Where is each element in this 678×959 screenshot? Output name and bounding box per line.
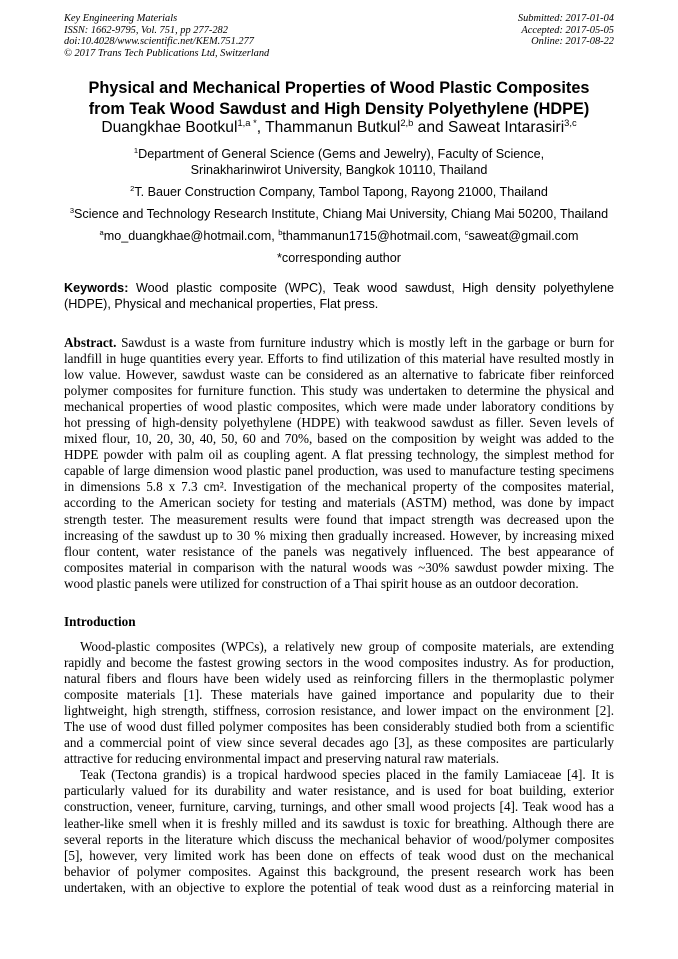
- line-text: composites material in comparison with the natural woods was ~30% sawdust powder mixing. The: [64, 559, 614, 575]
- email-sup: c: [464, 227, 469, 237]
- keywords-label: Keywords:: [64, 281, 129, 295]
- text-line: [64, 576, 614, 592]
- line-text: leather-like smell when it is freshly milled and its sawdust is toxic for breathing. Although there are: [64, 815, 614, 831]
- abstract-label: Abstract.: [64, 335, 117, 350]
- line-text: particularly valued for its durability and water resistance, and is used for boat building, exterior: [64, 783, 614, 799]
- copyright: © 2017 Trans Tech Publications Ltd, Switzerland: [64, 47, 270, 59]
- line-text: strength tester. The measurement results were found that impact strength was decreased upon the: [64, 511, 614, 527]
- text-line: [64, 703, 614, 719]
- text-line: [64, 848, 614, 864]
- line-text: behavior of polymer composites. Against this background, the present research work has been: [64, 863, 614, 879]
- line-text: composite materials [1]. These materials have gained importance and popularity due to their: [64, 687, 614, 703]
- email-sup: a: [99, 227, 104, 237]
- line-text: rapidly and become the fastest growing sectors in the wood composites industry. As for production,: [64, 655, 614, 671]
- line-text: lightweight, high strength, stiffness, corrosion resistance, and lower impact on the environment [2].: [64, 703, 614, 719]
- aff-text: Science and Technology Research Institute, Chiang Mai University, Chiang Mai 50200, Thailand: [74, 207, 609, 221]
- text-line: [64, 351, 614, 367]
- author-name: Thammanun Butkul: [265, 119, 401, 136]
- text-line: [64, 415, 614, 431]
- line-text: mechanical properties of wood plastic composites, which were made under laboratory conditions by: [64, 399, 614, 415]
- text-line: [64, 639, 614, 655]
- text-line: [64, 447, 614, 463]
- online-date: Online: 2017-08-22: [531, 36, 614, 48]
- text-line: [64, 367, 614, 383]
- text-line: [64, 783, 614, 799]
- email: mo_duangkhae@hotmail.com,: [103, 229, 279, 243]
- title-line: from Teak Wood Sawdust and High Density Polyethylene (HDPE): [88, 100, 590, 118]
- keywords-text: Wood plastic composite (WPC), Teak wood sawdust, High density polyethylene (HDPE), Physical and mechanical properties, Flat press.: [64, 281, 614, 311]
- aff-sup: 1: [133, 145, 139, 155]
- paper-title: [0, 78, 678, 120]
- text-line: [64, 864, 614, 880]
- author-sep: ,: [256, 119, 266, 136]
- author-list: [0, 119, 678, 137]
- text-line: [64, 687, 614, 703]
- text-line: [64, 655, 614, 671]
- text-line: [64, 880, 614, 896]
- aff-text: Srinakharinwirot University, Bangkok 10110, Thailand: [190, 163, 488, 177]
- aff-sup: 3: [69, 205, 75, 215]
- email-list: [0, 228, 678, 244]
- introduction-heading: Introduction: [64, 614, 136, 629]
- title-line: Physical and Mechanical Properties of Wood Plastic Composites: [88, 79, 590, 97]
- line-text: in dimensions 5.8 x 7.3 cm². Investigation of the mechanical property of the composites material,: [64, 479, 614, 495]
- text-line: [64, 832, 614, 848]
- publication-dates: [518, 13, 614, 48]
- line-text: hot pressing of high-density polyethylene (HDPE) with teakwood sawdust as filler. Seven levels of: [64, 415, 614, 431]
- affiliation-3: [0, 206, 678, 222]
- issn-volume: ISSN: 1662-9795, Vol. 751, pp 277-282: [64, 24, 228, 36]
- line-text: and a commercial point of view since several decades ago [3], as these composites are particularly: [64, 735, 614, 751]
- text-line: [64, 799, 614, 815]
- author-name: Duangkhae Bootkul: [101, 119, 238, 136]
- line-text: mixed flour, 10, 20, 30, 40, 50, 60 and 70%, based on the composition by weight was added to the: [64, 431, 614, 447]
- introduction-body: [64, 639, 614, 896]
- text-line: [64, 671, 614, 687]
- author-sup: 1,a *: [237, 117, 257, 128]
- line-text: natural fibers and flours have been widely used as reinforcing fillers in the thermoplastic polymer: [64, 671, 614, 687]
- line-text: undertaken, with an objective to explore the potential of teak wood dust as a reinforcing material in: [64, 879, 614, 895]
- text-line: [64, 735, 614, 751]
- line-text: polymer composites for furniture function. This study was undertaken to determine the physical and: [64, 383, 614, 399]
- author-sup: 3,c: [564, 117, 577, 128]
- text-line: [64, 463, 614, 479]
- keywords: [64, 280, 614, 312]
- text-line: [64, 479, 614, 495]
- text-line: [64, 399, 614, 415]
- text-line: [64, 560, 614, 576]
- text-line: [64, 544, 614, 560]
- affiliation-2: [0, 184, 678, 200]
- journal-info: [64, 13, 269, 59]
- line-text: flour content, water resistance of the panels was negatively influenced. The best appearance of: [64, 543, 614, 559]
- line-text: low value. However, sawdust waste can be considered as an alternative to fabricate fiber reinforced: [64, 367, 614, 383]
- text-line: [64, 512, 614, 528]
- email-sup: b: [278, 227, 283, 237]
- email: thammanun1715@hotmail.com,: [282, 229, 465, 243]
- submitted-date: Submitted: 2017-01-04: [517, 13, 614, 24]
- line-text: landfill in huge quantities every year. Efforts to find utilization of this material have resulted mostly in: [64, 351, 614, 367]
- affiliation-1: [0, 146, 678, 178]
- text-line: [64, 719, 614, 735]
- text-line: [64, 495, 614, 511]
- line-text: increasing of the sawdust up to 30 % mixing then gradually increased. However, by increasing mixed: [64, 527, 614, 543]
- text-line: [64, 335, 614, 351]
- aff-sup: 2: [130, 183, 135, 193]
- abstract: [64, 335, 614, 592]
- line-text: The use of wood dust filled polymer composites has been considerably studied both from a scientific: [64, 719, 614, 735]
- aff-text: Department of General Science (Gems and Jewelry), Faculty of Science,: [138, 147, 545, 161]
- line-text: several reports in the literature which discuss the mechanical behavior of wood/polymer composites: [64, 831, 614, 847]
- line-text: Sawdust is a waste from furniture industry which is mostly left in the garbage or burn for: [116, 335, 614, 350]
- corresponding-author-note: *corresponding author: [277, 251, 401, 265]
- text-line: [64, 383, 614, 399]
- text-line: [64, 528, 614, 544]
- line-text: according to the American society for testing and materials (ASTM) method, was done by impact: [64, 495, 614, 511]
- line-text: Teak (Tectona grandis) is a tropical hardwood species placed in the family Lamiaceae [4]. It is: [80, 767, 614, 783]
- doi: doi:10.4028/www.scientific.net/KEM.751.277: [64, 36, 254, 48]
- line-text: capable of large dimension wood plastic panel production, was used to manufacture testing specimens: [64, 463, 614, 479]
- text-line: [64, 816, 614, 832]
- line-text: [5], however, very limited work has been done on effects of teak wood dust on the mechanical: [64, 847, 614, 863]
- text-line: [64, 431, 614, 447]
- author-sup: 2,b: [400, 117, 414, 128]
- text-line: [64, 767, 614, 783]
- journal-name: Key Engineering Materials: [64, 13, 178, 24]
- line-text: construction, veneer, furniture, carving, turnings, and other small wood projects [4]. Teak wood has a: [64, 799, 614, 815]
- author-sep: and: [413, 119, 449, 136]
- accepted-date: Accepted: 2017-05-05: [521, 24, 614, 36]
- line-text: HDPE powder with palm oil as coupling agent. A flat pressing technology, the simplest method for: [64, 447, 614, 463]
- author-name: Saweat Intarasiri: [448, 119, 565, 136]
- text-line: [64, 751, 614, 767]
- line-text: Wood-plastic composites (WPCs), a relatively new group of composite materials, are extending: [80, 639, 614, 654]
- line-text: wood plastic panels were utilized for construction of a Thai spirit house as an outdoor decoration.: [64, 575, 579, 591]
- email: saweat@gmail.com: [468, 229, 579, 243]
- aff-text: T. Bauer Construction Company, Tambol Tapong, Rayong 21000, Thailand: [134, 185, 548, 199]
- line-text: attractive for reducing environmental impact and preserving natural raw materials.: [64, 751, 500, 767]
